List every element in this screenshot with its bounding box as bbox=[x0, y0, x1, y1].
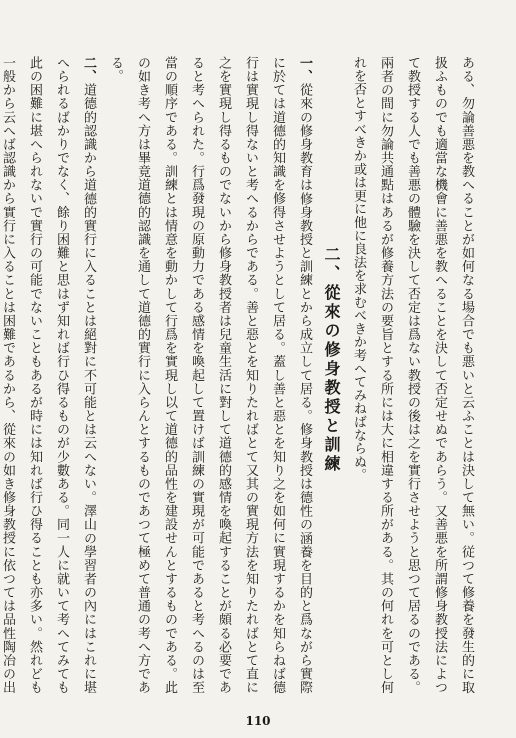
item-marker: 一、 bbox=[297, 56, 312, 84]
section-heading: 二、從來の修身教授と訓練 bbox=[322, 246, 341, 474]
vertical-text-body bbox=[0, 56, 480, 695]
item-marker: 二、 bbox=[81, 56, 96, 84]
list-item-2 bbox=[0, 56, 102, 694]
list-item-1 bbox=[102, 56, 318, 694]
page-number: 110 bbox=[245, 714, 271, 728]
intro-paragraph: ある、勿論善悪を教へることが如何なる場合でも悪いと云ふことは決して無い。従つて修養を發生的に取扱ふものでも適當な機會に善悪を教へることを決して否定せぬであらう。又善悪を所謂修身教授法によつて教授する人でも善悪の體驗を決して否定は爲ない教授の後は之を實行させようと思つて居るのである。兩者の間に勿論共通點はあるが修養方法の要旨とする所には大に相違する所がある。其の何れを可とし何れを否とすべきか或は更に他に良法を求むべきか考へてみねばならぬ。 bbox=[351, 56, 474, 694]
item-text: 從來の修身教育は修身教授と訓練とから成立して居る。修身教授は德性の涵養を目的と爲ながら實際に於ては道德的知識を修得させようとして居る。蓋し善と惡とを知り之を如何に實現するかを知らねば德行は實現し得ないと考へるからである。善と惡とを知りたればとて又其の實現方法を知りたればとて直に之を實現し得るものでないから修身教授者は兒童生活に對して道德的感情を喚起することが頗る必要であると考へられた。行爲發現の原動力である感情を喚起して置けば訓練の實現が可能であると考へるのは至當の順序である。訓練とは情意を動かして行爲を實現し以て道德的品性を建設せんとするものである。此の如き考へ方は畢竟道德的認識を通して道德的實行に入らんとするものであつて極めて普通の考へ方である。 bbox=[108, 56, 312, 695]
item-text: 道德的認識から道德的實行に入ることは絕對に不可能とは云へない。澤山の學習者の內にはこれに堪へられるばかりでなく、餘り困難と思はず知れば行ひ得るものが少數ある。同一人に就いて考へてみても此の困難に堪へられないで實行の可能でないこともあるが時には知れば行ひ得ることも亦多い。然れども一般から云へば認識から實行に入ることは困難であるから、從來の如き修身教授に依つては品性陶冶の出 bbox=[0, 56, 96, 695]
